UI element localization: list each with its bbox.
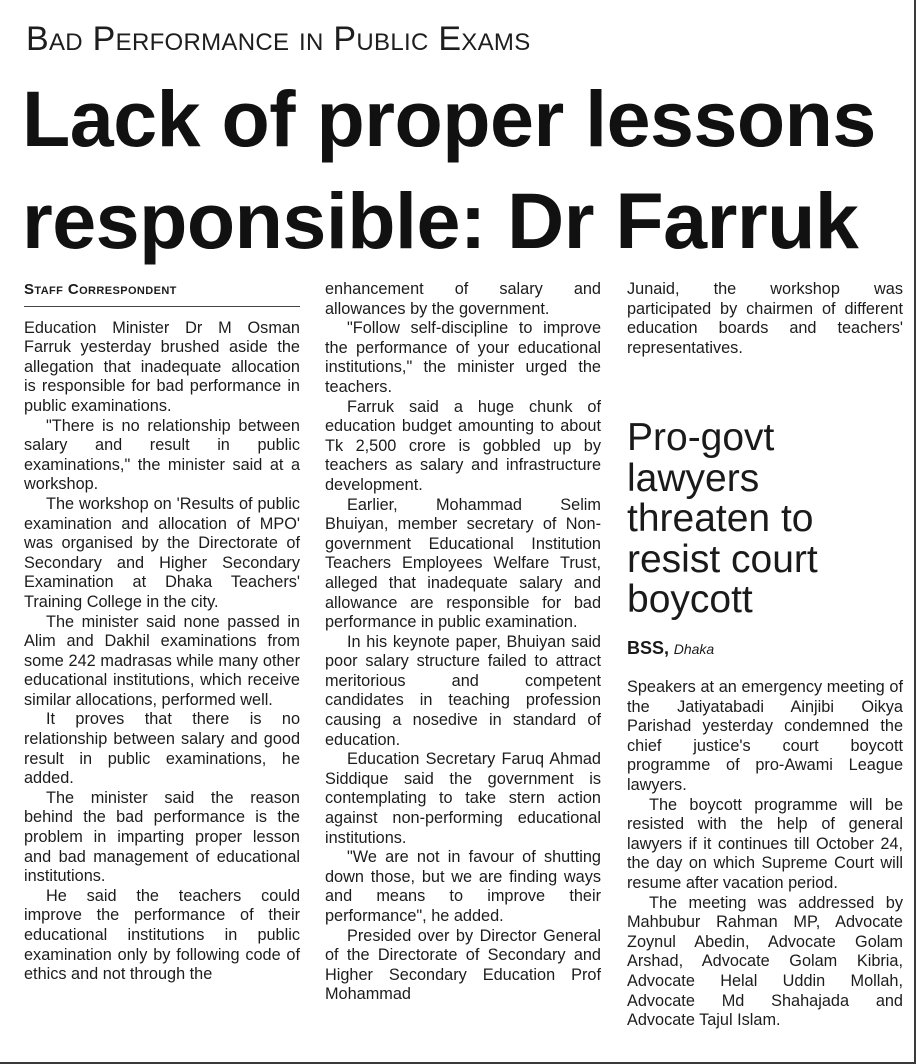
paragraph: Education Secretary Faruq Ahmad Siddique said the government is contemplating to take stern action against non-performing educational institutions.	[325, 750, 601, 847]
paragraph: Presided over by Director General of the Directorate of Secondary and Higher Secondary Education Prof Mohammad	[325, 926, 601, 1004]
byline: Staff Correspondent	[24, 280, 300, 307]
second-article-headline	[627, 418, 897, 621]
paragraph: In his keynote paper, Bhuiyan said poor salary structure failed to attract meritorious and competent candidates in teaching profession causing a nosedive in standard of education.	[325, 632, 601, 749]
paragraph: Speakers at an emergency meeting of the Jatiyatabadi Ainjibi Oikya Parishad yesterday condemned the chief justice's court boycott programme of pro-Awami League lawyers.	[627, 678, 903, 794]
subhead-line-4: resist court	[627, 537, 818, 581]
paragraph: He said the teachers could improve the performance of their educational institutions in public examination only by following code of ethics and not through the	[24, 886, 300, 984]
paragraph: The workshop on 'Results of public examination and allocation of MPO' was organised by the Directorate of Secondary and Higher Secondary Examination at Dhaka Teachers' Training College in the city.	[24, 494, 300, 611]
dateline: Dhaka	[673, 641, 715, 657]
paragraph: The minister said the reason behind the bad performance is the problem in imparting proper lesson and bad management of educational institutions.	[24, 788, 300, 886]
paragraph: "Follow self-discipline to improve the performance of your educational institutions," the minister urged the teachers.	[325, 319, 601, 396]
article-kicker: Bad Performance in Public Exams	[26, 20, 531, 58]
article-column-1	[24, 280, 300, 985]
paragraph: The meeting was addressed by Mahbubur Rahman MP, Advocate Zoynul Abedin, Advocate Golam Arshad, Advocate Golam Kibria, Advocate Helal Uddin Mollah, Advocate Md Shahajada and Advocate Tajul Islam.	[627, 893, 903, 1030]
paragraph: The minister said none passed in Alim and Dakhil examinations from some 242 madrasas while many other educational institutions, which receive similar allocations, performed well.	[24, 612, 300, 709]
subhead-line-5: boycott	[627, 578, 753, 621]
paragraph: Farruk said a huge chunk of education budget amounting to about Tk 2,500 crore is gobbled up by teachers as salary and infrastructure development.	[325, 397, 601, 494]
paragraph: "There is no relationship between salary and result in public examinations," the minister said at a workshop.	[24, 416, 300, 494]
article-headline	[22, 68, 912, 272]
paragraph: Education Minister Dr M Osman Farruk yesterday brushed aside the allegation that inadequate allocation is responsible for bad performance in public examinations.	[24, 318, 300, 415]
paragraph-continuation: enhancement of salary and allowances by the government.	[325, 280, 601, 318]
second-article-body	[627, 678, 903, 1031]
subhead-line-3: threaten to	[627, 497, 814, 540]
paragraph: Earlier, Mohammad Selim Bhuiyan, member secretary of Non-government Educational Institution Teachers Employees Welfare Trust, alleged that inadequate salary and allowance are responsible for bad performance in public examination.	[325, 495, 601, 632]
second-article-byline	[627, 638, 714, 659]
article-column-2	[325, 280, 601, 1005]
paragraph-continuation: Junaid, the workshop was participated by chairmen of different education boards and teachers' representatives.	[627, 280, 903, 357]
subhead-line-1: Pro-govt	[627, 416, 775, 459]
subhead-line-2: lawyers	[627, 456, 760, 500]
paragraph: "We are not in favour of shutting down those, but we are finding ways and means to improve their performance", he added.	[325, 848, 601, 925]
news-agency: BSS,	[627, 638, 670, 658]
article-column-3	[627, 280, 903, 358]
headline-line-2: responsible: Dr Farruk	[22, 176, 859, 265]
paragraph: The boycott programme will be resisted with the help of general lawyers if it continues till October 24, the day on which Supreme Court will resume after vacation period.	[627, 795, 903, 892]
paragraph: It proves that there is no relationship between salary and good result in public examinations, he added.	[24, 710, 300, 788]
headline-line-1: Lack of proper lessons	[22, 74, 876, 163]
